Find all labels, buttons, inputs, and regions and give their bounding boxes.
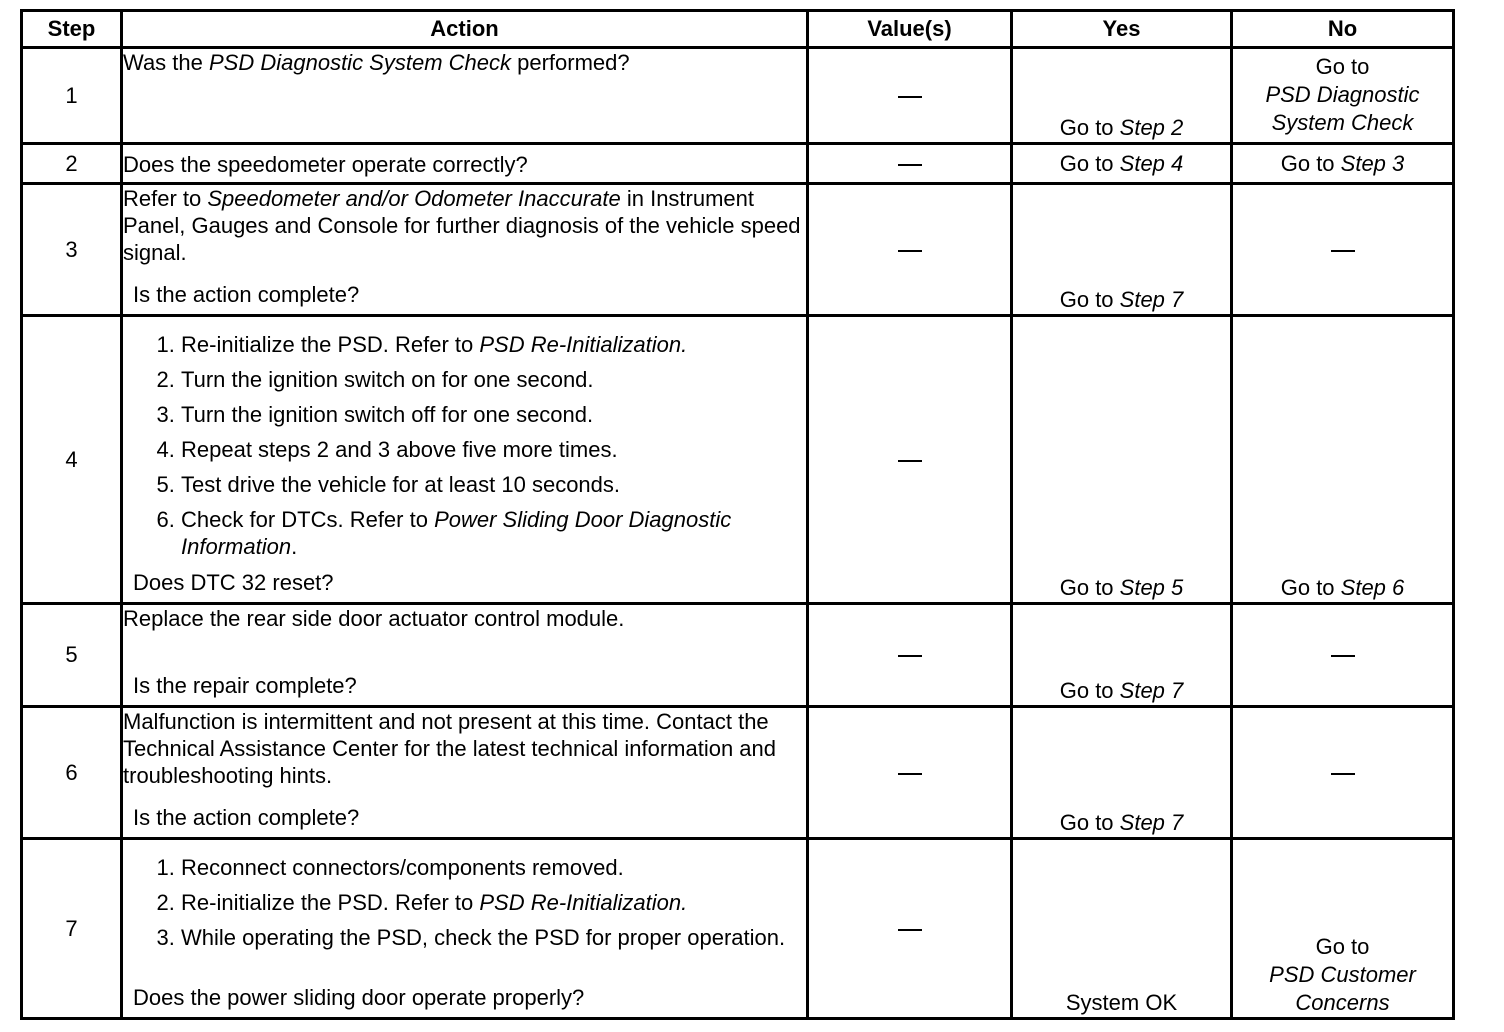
dash-mark [898, 460, 922, 462]
list-item: 3. While operating the PSD, check the PSD for proper operation. [181, 924, 806, 951]
action-ref: PSD Diagnostic System Check [209, 50, 511, 75]
dash-mark [898, 96, 922, 98]
no-link[interactable]: PSD Customer [1269, 962, 1416, 987]
action-question: Is the action complete? [133, 805, 360, 830]
dash-mark [1331, 655, 1355, 657]
no-cell: Go to PSD Customer Concerns [1232, 839, 1454, 1019]
yes-link[interactable]: Step 4 [1119, 150, 1184, 176]
no-link[interactable]: Step 3 [1340, 150, 1405, 176]
action-cell [122, 316, 808, 604]
dash-mark [1331, 773, 1355, 775]
dash-mark [898, 773, 922, 775]
action-cell [122, 839, 808, 1019]
header-row [22, 11, 1454, 48]
yes-cell: Go to Step 7 [1012, 707, 1232, 839]
action-ref: Speedometer and/or Odometer Inaccurate [207, 186, 621, 211]
no-cell: Go to PSD Diagnostic System Check [1232, 48, 1454, 144]
table-row [22, 144, 1454, 184]
list-item: 1. Reconnect connectors/components removed. [181, 854, 806, 881]
yes-link[interactable]: Step 5 [1119, 575, 1184, 600]
yes-link[interactable]: Step 7 [1119, 287, 1184, 312]
no-cell: Go to Step 3 [1232, 144, 1454, 184]
header-no: No [1232, 11, 1454, 48]
dash-mark [1331, 250, 1355, 252]
action-cell: Does the speedometer operate correctly? [122, 144, 808, 184]
action-text: Was the [123, 50, 209, 75]
header-step: Step [22, 11, 122, 48]
no-cell [1232, 604, 1454, 707]
list-item: 6. Check for DTCs. Refer to Power Sliding Door Diagnostic Information. [181, 506, 806, 560]
header-yes: Yes [1012, 11, 1232, 48]
header-action: Action [122, 11, 808, 48]
list-item: 3. Turn the ignition switch off for one second. [181, 401, 806, 428]
dash-mark [898, 250, 922, 252]
yes-cell: Go to Step 5 [1012, 316, 1232, 604]
yes-cell: Go to Step 4 [1012, 144, 1232, 184]
dash-mark [898, 164, 922, 166]
value-cell [808, 144, 1012, 184]
no-cell: Go to Step 6 [1232, 316, 1454, 604]
action-question: Is the repair complete? [133, 673, 357, 698]
no-cell [1232, 184, 1454, 316]
value-cell [808, 48, 1012, 144]
action-question: Does DTC 32 reset? [133, 570, 334, 595]
action-cell: Refer to Speedometer and/or Odometer Inaccurate in Instrument Panel, Gauges and Console for further diagnosis of the vehicle speed signal. Is the action complete? [122, 184, 808, 316]
value-cell [808, 839, 1012, 1019]
yes-cell: Go to Step 7 [1012, 604, 1232, 707]
action-cell: Was the PSD Diagnostic System Check performed? [122, 48, 808, 144]
step-number: 7 [22, 839, 122, 1019]
step-number: 6 [22, 707, 122, 839]
header-values: Value(s) [808, 11, 1012, 48]
action-question: Is the action complete? [133, 282, 360, 307]
table-row [22, 707, 1454, 839]
step-number: 1 [22, 48, 122, 144]
yes-link[interactable]: Step 7 [1119, 678, 1184, 703]
list-item: 2. Turn the ignition switch on for one second. [181, 366, 806, 393]
step-number: 4 [22, 316, 122, 604]
action-steps [123, 331, 806, 560]
table-row [22, 604, 1454, 707]
step-number: 5 [22, 604, 122, 707]
table-row [22, 839, 1454, 1019]
no-link-cont[interactable]: System Check [1271, 110, 1414, 135]
list-item: 5. Test drive the vehicle for at least 10 seconds. [181, 471, 806, 498]
diagnostic-table [20, 9, 1455, 1020]
no-cell [1232, 707, 1454, 839]
list-item: 2. Re-initialize the PSD. Refer to PSD Re-Initialization. [181, 889, 806, 916]
value-cell [808, 707, 1012, 839]
yes-cell: Go to Step 2 [1012, 48, 1232, 144]
yes-link[interactable]: Step 7 [1119, 810, 1184, 835]
dash-mark [898, 929, 922, 931]
no-link-cont[interactable]: Concerns [1295, 990, 1390, 1015]
yes-cell: Go to Step 7 [1012, 184, 1232, 316]
step-number: 3 [22, 184, 122, 316]
action-question: Does the power sliding door operate properly? [133, 985, 585, 1010]
dash-mark [898, 655, 922, 657]
step-number: 2 [22, 144, 122, 184]
action-cell: Replace the rear side door actuator control module. Is the repair complete? [122, 604, 808, 707]
action-steps [123, 854, 806, 951]
yes-cell: System OK [1012, 839, 1232, 1019]
value-cell [808, 316, 1012, 604]
value-cell [808, 184, 1012, 316]
list-item: 4. Repeat steps 2 and 3 above five more times. [181, 436, 806, 463]
no-link[interactable]: PSD Diagnostic [1265, 82, 1420, 107]
table-row [22, 48, 1454, 144]
action-cell: Malfunction is intermittent and not present at this time. Contact the Technical Assistance Center for the latest technical information and troubleshooting hints. Is the action complete? [122, 707, 808, 839]
yes-link[interactable]: Step 2 [1119, 115, 1184, 140]
no-link[interactable]: Step 6 [1340, 575, 1405, 600]
list-item: 1. Re-initialize the PSD. Refer to PSD Re-Initialization. [181, 331, 806, 358]
table-row [22, 316, 1454, 604]
table-row [22, 184, 1454, 316]
value-cell [808, 604, 1012, 707]
